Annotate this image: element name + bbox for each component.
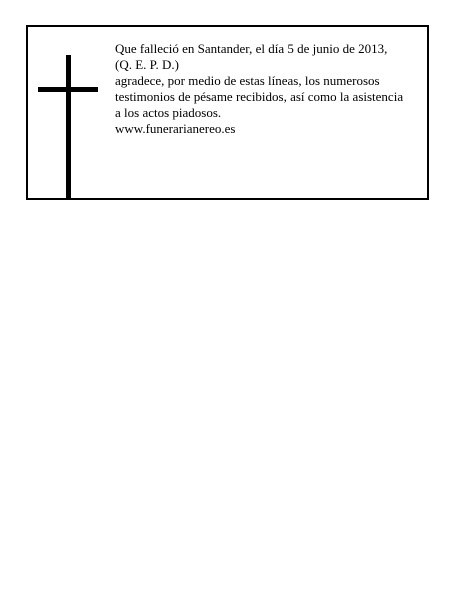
notice-line-death: Que falleció en Santander, el día 5 de junio de 2013,	[115, 41, 388, 56]
notice-line-qepd: (Q. E. P. D.)	[115, 57, 179, 72]
cross-vertical-bar	[66, 55, 71, 199]
cross-horizontal-bar	[38, 87, 98, 92]
obituary-notice-box	[26, 25, 429, 200]
notice-line-condolences: testimonios de pésame recibidos, así como la asistencia	[115, 89, 404, 104]
notice-text	[115, 41, 420, 137]
cross-icon	[38, 55, 98, 199]
notice-line-website[interactable]: www.funerarianereo.es	[115, 121, 236, 136]
notice-line-thanks: agradece, por medio de estas líneas, los numerosos	[115, 73, 380, 88]
notice-line-acts: a los actos piadosos.	[115, 105, 222, 120]
